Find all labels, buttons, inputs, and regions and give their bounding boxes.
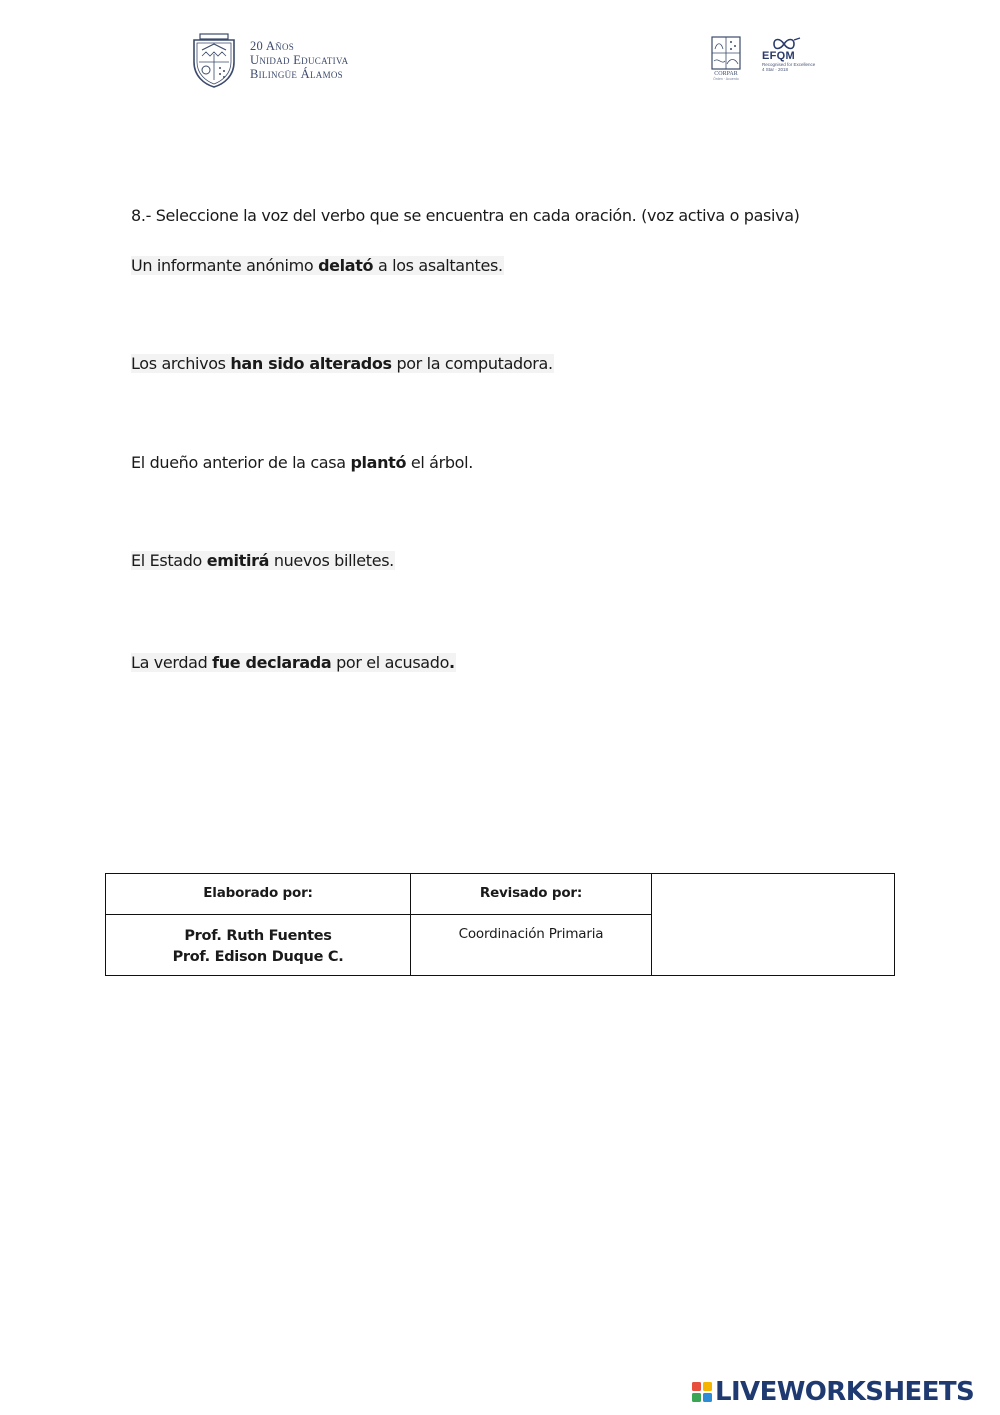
liveworksheets-logo [692,1377,974,1407]
sentence-2-text [131,354,554,373]
sentence-1-after: a los asaltantes. [373,256,503,275]
accreditation-logos [708,36,822,81]
sentence-3-before: El dueño anterior de la casa [131,453,351,472]
block-i [703,1382,712,1391]
sentence-2-verb: han sido alterados [230,354,392,373]
sentence-5 [131,652,456,674]
author-2: Prof. Edison Duque C. [172,949,344,965]
corpar-shield-icon [711,36,741,70]
reviewer: Coordinación Primaria [458,926,604,942]
efqm-title: EFQM [762,50,795,62]
school-name-line3: Bilingüe Álamos [250,67,343,81]
efqm-logo [762,36,822,72]
corpar-sub: Órden · Acuerdo [713,77,739,81]
sentence-4-after: nuevos billetes. [269,551,394,570]
author-1: Prof. Ruth Fuentes [184,928,332,944]
signature-table [105,873,895,976]
revisado-header: Revisado por: [479,885,583,901]
sentence-5-text [131,653,456,672]
sentence-5-end: . [449,653,455,672]
authors [106,915,410,968]
sentence-4-before: El Estado [131,551,207,570]
block-v [692,1393,701,1402]
elaborado-header-cell [106,874,411,915]
revisado-header-cell [411,874,652,915]
sentence-3-verb: plantó [350,453,407,472]
sentence-1-text [131,256,504,275]
sentence-5-before: La verdad [131,653,213,672]
authors-cell [106,915,411,976]
sentence-3-after: el árbol. [406,453,473,472]
efqm-sub1: Recognised for Excellence [762,62,816,67]
liveworksheets-brand: LIVEWORKSHEETS [715,1377,975,1407]
school-name-line1: 20 Años [250,39,295,53]
corpar-logo [708,36,744,81]
school-name-line2: Unidad Educativa [250,53,349,67]
sentence-1-before: Un informante anónimo [131,256,319,275]
sentence-4-verb: emitirá [206,551,270,570]
elaborado-header: Elaborado por: [203,885,313,901]
sentence-5-verb: fue declarada [212,653,332,672]
sentence-4-text [131,551,395,570]
sentence-2-after: por la computadora. [391,354,553,373]
sentence-5-after: por el acusado [331,653,450,672]
sentence-3 [131,452,473,474]
school-name [250,39,348,81]
sentence-2-before: Los archivos [131,354,231,373]
school-logo [190,32,348,88]
sentence-1-verb: delató [318,256,374,275]
efqm-sub2: 4 Star · 2018 [762,67,789,72]
blank-signature-cell [652,874,895,976]
question-prompt: 8.- Seleccione la voz del verbo que se encuentra en cada oración. (voz activa o pasiva) [131,206,800,225]
block-l [692,1382,701,1391]
sentence-1 [131,255,504,277]
signature-header-row [106,874,895,915]
reviewer-cell [411,915,652,976]
sentence-2 [131,353,554,375]
school-crest-icon [190,32,238,88]
liveworksheets-blocks-icon [692,1382,712,1402]
sentence-4 [131,550,395,572]
corpar-label: CORPAR [714,71,738,77]
block-e [703,1393,712,1402]
